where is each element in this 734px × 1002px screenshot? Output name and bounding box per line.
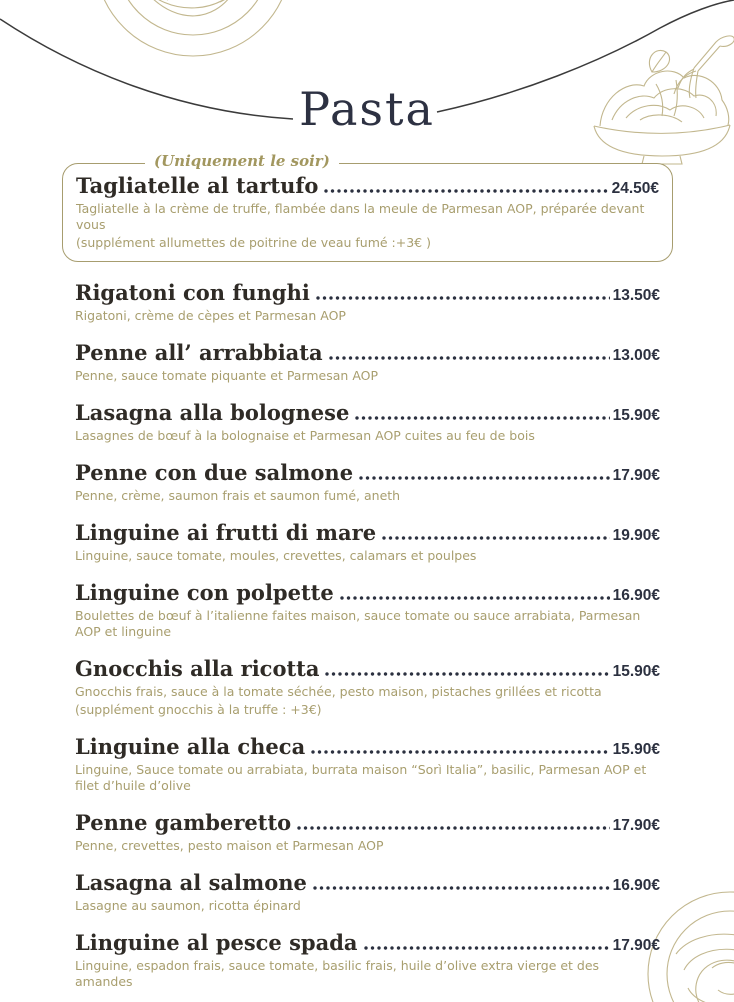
menu-item-row — [75, 519, 660, 546]
item-description: Penne, crevettes, pesto maison et Parmesan AOP — [75, 838, 384, 853]
item-description: Gnocchis frais, sauce à la tomate séchée, pesto maison, pistaches grillées et ricotta — [75, 684, 602, 699]
item-name: Lasagna al salmone — [75, 870, 307, 895]
menu-item — [75, 929, 660, 990]
dot-leader — [382, 536, 610, 540]
item-price: 16.90€ — [612, 877, 660, 894]
item-description: Penne, crème, saumon frais et saumon fumé, aneth — [75, 488, 401, 503]
menu-item — [75, 279, 660, 324]
dot-leader — [313, 886, 610, 890]
item-description: Penne, sauce tomate piquante et Parmesan AOP — [75, 368, 379, 383]
item-price: 13.00€ — [612, 347, 660, 364]
menu-item — [75, 809, 660, 854]
menu-item-row — [75, 929, 660, 956]
dot-leader — [359, 476, 610, 480]
menu-item-row — [75, 809, 660, 836]
item-name: Linguine al pesce spada — [75, 930, 358, 955]
menu-item — [75, 733, 660, 794]
item-name: Lasagna alla bolognese — [75, 400, 350, 425]
dot-leader — [329, 356, 610, 360]
item-name: Linguine alla checa — [75, 734, 306, 759]
item-name: Linguine con polpette — [75, 580, 334, 605]
item-price: 17.90€ — [612, 467, 660, 484]
dot-leader — [311, 750, 609, 754]
item-description: Linguine, Sauce tomate ou arrabiata, burrata maison “Sorì Italia”, basilic, Parmesan AOP et filet d’huile d’olive — [75, 762, 647, 793]
item-price: 17.90€ — [612, 817, 660, 834]
menu-item-row — [75, 339, 660, 366]
item-description: Rigatoni, crème de cèpes et Parmesan AOP — [75, 308, 346, 323]
dot-leader — [325, 672, 609, 676]
item-name: Penne gamberetto — [75, 810, 292, 835]
item-price: 16.90€ — [612, 587, 660, 604]
item-description-2: (supplément allumettes de poitrine de veau fumé :+3€ ) — [76, 235, 431, 250]
menu-item — [75, 399, 660, 444]
menu-item-row — [76, 172, 659, 199]
dot-leader — [297, 826, 609, 830]
item-description: Linguine, espadon frais, sauce tomate, basilic frais, huile d’olive extra vierge et des amandes — [75, 958, 600, 989]
menu-items — [62, 279, 673, 990]
dot-leader — [364, 946, 610, 950]
menu-content — [62, 152, 673, 1002]
menu-item-row — [75, 279, 660, 306]
menu-item — [75, 459, 660, 504]
item-description: Lasagne au saumon, ricotta épinard — [75, 898, 301, 913]
menu-item-row — [75, 655, 660, 682]
item-price: 15.90€ — [612, 741, 660, 758]
item-description-2: (supplément gnocchis à la truffe : +3€) — [75, 702, 322, 717]
item-price: 24.50€ — [611, 180, 659, 197]
item-price: 17.90€ — [612, 937, 660, 954]
item-price: 15.90€ — [612, 407, 660, 424]
page-title: Pasta — [299, 82, 435, 136]
menu-item-row — [75, 733, 660, 760]
menu-item-row — [75, 399, 660, 426]
item-description: Boulettes de bœuf à l’italienne faites maison, sauce tomate ou sauce arrabiata, Parmesan AOP et linguine — [75, 608, 641, 639]
item-price: 19.90€ — [612, 527, 660, 544]
menu-item — [75, 579, 660, 640]
item-price: 13.50€ — [612, 287, 660, 304]
menu-item-row — [75, 579, 660, 606]
menu-item — [75, 655, 660, 718]
dot-leader — [340, 596, 610, 600]
item-description: Lasagnes de bœuf à la bolognaise et Parmesan AOP cuites au feu de bois — [75, 428, 535, 443]
item-name: Penne con due salmone — [75, 460, 354, 485]
item-name: Linguine ai frutti di mare — [75, 520, 377, 545]
menu-item — [75, 339, 660, 384]
menu-item — [75, 869, 660, 914]
menu-item-row — [75, 869, 660, 896]
item-description: Tagliatelle à la crème de truffe, flambée dans la meule de Parmesan AOP, préparée devant vous — [76, 201, 645, 232]
item-name: Penne all’ arrabbiata — [75, 340, 323, 365]
special-item-box — [62, 152, 673, 262]
dot-leader — [316, 296, 610, 300]
item-price: 15.90€ — [612, 663, 660, 680]
menu-item — [75, 519, 660, 564]
menu-item-row — [75, 459, 660, 486]
item-name: Rigatoni con funghi — [75, 280, 310, 305]
item-name: Gnocchis alla ricotta — [75, 656, 320, 681]
dot-leader — [324, 189, 608, 193]
dot-leader — [355, 416, 609, 420]
item-name: Tagliatelle al tartufo — [76, 173, 319, 198]
special-label: (Uniquement le soir) — [145, 152, 339, 170]
item-description: Linguine, sauce tomate, moules, crevettes, calamars et poulpes — [75, 548, 477, 563]
